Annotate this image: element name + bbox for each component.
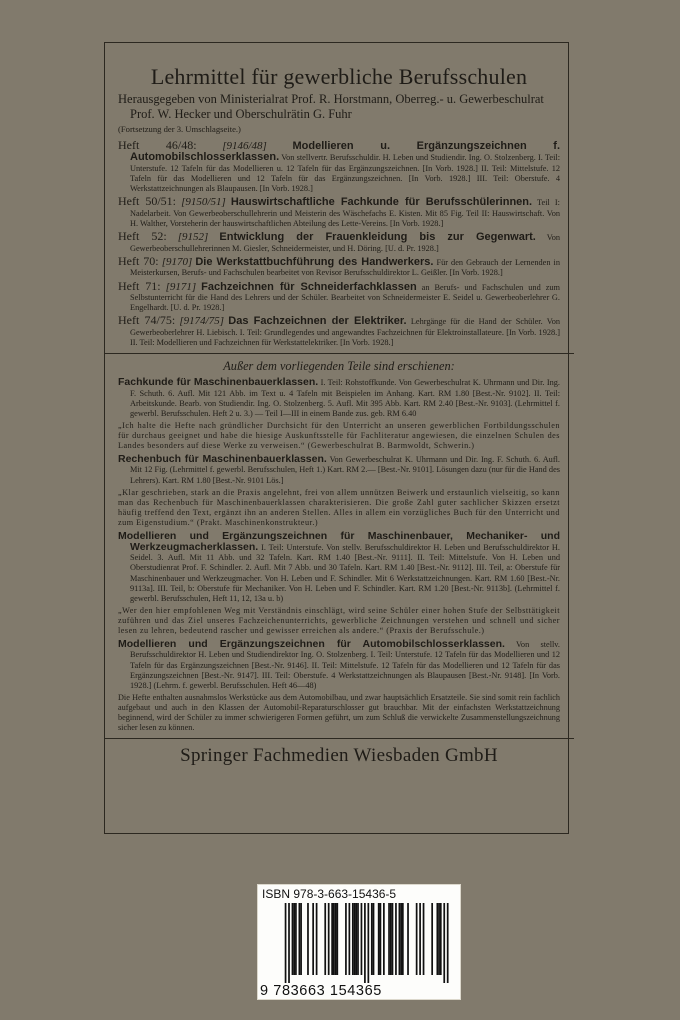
book-title: Modellieren und Ergänzungszeichnen für Automobilschlosserklassen.	[118, 638, 505, 651]
barcode-bar	[443, 903, 445, 983]
barcode-bar	[295, 903, 297, 975]
book-description: Von Gewerbeschulrat K. Uhrmann und Dir. Ing. F. Schuth. 6. Aufl. Mit 12 Fig. (Lehrmittel f. gewerbl. Berufsschulen, Heft 1.) Kart. RM 2.— [Best.-Nr. 9101]. Lösungen dazu (nur für die Hand des Lehrers). Kart. RM 1.80 [Best.-Nr. 9101 Lös.]	[130, 455, 560, 485]
barcode-bar	[336, 903, 338, 975]
barcode-bar	[440, 903, 442, 975]
book-entry	[118, 531, 560, 604]
review-quote: „Wer den hier empfohlenen Weg mit Verständnis einschlägt, wird seine Schüler einer hohen Stufe der Selbsttätigkeit zuführen und das Ziel unseres Fachzeichenunterrichts, gewerbliche Zeichnungen verstehen und schnell und sicher lesen zu lehren, bedeutend rascher und gewisser erreichen als andere.“ (Praxis der Berufsschule.)	[118, 606, 560, 636]
barcode-bar	[395, 903, 397, 975]
barcode-bar	[392, 903, 394, 975]
book-entry	[118, 639, 560, 691]
isbn-label: ISBN 978-3-663-15436-5	[262, 887, 397, 901]
heft-title: Das Fachzeichnen der Elektriker.	[228, 315, 407, 328]
barcode-bar	[293, 903, 295, 975]
book-description: I. Teil: Unterstufe. Von stellv. Berufsschuldirektor H. Leben und Berufsschuldirektor H. Seidel. 3. Aufl. Mit 11 Abb. und 32 Tafeln. Kart. RM 1.40 [Best.-Nr. 9111]. II. Teil: Mittelstufe. Von H. Leben und Oberstudienrat Prof. F. Schindler. 2. Aufl. Mit 7 Abb. und 30 Tafeln. Kart. RM 1.40 [Best.-Nr. 9112]. III. Teil, a: Oberstufe für Maschinenbauer und Werkzeugmacher. Von H. Leben und F. Schindler. Mit 6 Werkstattzeichnungen. Kart. RM 1.60 [Best.-Nr. 9113a]. III. Teil, b: Oberstufe für Mechaniker. Von H. Leben und F. Schindler. Kart. RM 1.20 [Best.-Nr. 9113b]. (Lehrmittel f. gewerbl. Berufsschulen, Heft 11, 12, 13a u. b)	[130, 542, 560, 603]
heft-number: Heft 74/75:	[118, 313, 176, 328]
barcode-bar	[285, 903, 287, 983]
heft-entry	[118, 140, 560, 194]
barcode-bar	[367, 903, 369, 983]
book-title: Rechenbuch für Maschinenbauerklassen.	[118, 453, 327, 466]
heft-description: an Berufs- und Fachschulen und zum Selbstunterricht für die Hand des Lehrers und der Schüler. Bearbeitet von Schneidermeister E. Seidel u. Gewerbeoberlehrer G. Engelhardt. [U. d. Pr. 1928.]	[130, 282, 561, 313]
review-quote: „Klar geschrieben, stark an die Praxis angelehnt, frei von allem unnützen Beiwerk und erstaunlich vielseitig, so kann man das Rechenbuch für Maschinenbauerklassen charakterisieren. Die große Zahl guter sachlicher Skizzen ersetzt häufig treffend den Text, ergänzt ihn an anderen Stellen. Alles in allem ein vorzügliches Buch für den Unterricht und zum Eigenstudium.“ (Prakt. Maschinenkonstrukteur.)	[118, 487, 560, 527]
barcode-bar	[345, 903, 347, 975]
barcode-bar	[349, 903, 351, 975]
book-title: Fachkunde für Maschinenbauerklassen.	[118, 376, 319, 389]
barcode-bar	[447, 903, 449, 983]
heft-description: Teil I: Nadelarbeit. Von Gewerbeoberschullehrerin und Meisterin des Wäschefachs E. Kisten. Mit 85 Fig. Teil II: Hauswirtschaft. Von H. Walther, Vorsteherin der hauswirtschaftlichen Abteilung des Lette-Vereins. [In Vorb. 1928.]	[130, 198, 560, 229]
barcode-bar	[331, 903, 333, 975]
barcode-bar	[383, 903, 385, 975]
book-description: Von stellv. Berufsschuldirektor H. Leben und Studiendirektor Ing. O. Stolzenberg. I. Teil: Unterstufe. 12 Tafeln für das Modellieren und 12 Tafeln für das Ergänzungszeichnen [Best.-Nr. 9146]. II. Teil: Mittelstufe. 12 Tafeln für das Modellieren und 12 Tafeln für das Ergänzungszeichnen [Best.-Nr. 9147]. III. Teil: Oberstufe. 4 Werkstattzeichnungen als Blaupausen [Best.-Nr. 9148]. [In Vorb. 1928.] (Lehrm. f. gewerbl. Berufsschulen. Heft 46—48)	[130, 640, 560, 690]
heft-number: Heft 50/51:	[118, 194, 177, 209]
barcode-bar	[364, 903, 366, 983]
heft-description: Lehrgänge für die Hand der Schüler. Von Gewerbeoberlehrer H. Liebisch. I. Teil: Grundlegendes und angewandtes Fachzeichnen für Elektroinstallateure. [In Vorb. 1928.] II. Teil: Modellieren und Fachzeichnen für Werkstattelektriker. [In Vorb. 1928.]	[130, 317, 560, 348]
heft-number: Heft 52:	[118, 229, 167, 244]
barcode-bar	[373, 903, 375, 975]
barcode-bar	[371, 903, 373, 975]
barcode-bar	[416, 903, 418, 975]
barcode-bar	[355, 903, 357, 975]
heft-description: Von stellvertr. Berufsschuldir. H. Leben und Studiendir. Ing. O. Stolzenberg. I. Teil: Unterstufe. 12 Tafeln für das Modellieren u. 12 Tafeln für das Ergänzungszeichnen. [In Vorb. 1928.] II. Teil: Mittelstufe. 12 Tafeln für das Modellieren und 12 Tafeln für das Ergänzungszeichnen. [In Vorb. 1928.] III. Teil: Oberstufe. 4 Werkstattzeichnungen als Blaupausen. [In Vorb. 1928.]	[130, 153, 560, 194]
barcode-bar	[300, 903, 302, 975]
heft-entry	[118, 315, 560, 348]
barcode-bar	[419, 903, 421, 975]
barcode-bar	[333, 903, 335, 975]
publisher-name: Springer Fachmedien Wiesbaden GmbH	[180, 745, 498, 767]
heft-number: Heft 70:	[118, 253, 159, 268]
barcode-bar	[292, 903, 294, 975]
closing-paragraph: Die Hefte enthalten ausnahmslos Werkstücke aus dem Automobilbau, und zwar hauptsächlich Ersatzteile. Sie sind somit rein fachlich aufgebaut und auch in den Klassen der Automobil-Reparaturschlosser gut brauchbar. Mit der einfachsten Werkstattzeichnung beginnend, wird der Schüler zu immer schwierigeren Formen geführt, um zum Schluß die verwickelte Zusammenstellungszeichnung sicher lesen zu können.	[118, 693, 560, 733]
barcode-bar	[352, 903, 354, 975]
heft-entry	[118, 231, 560, 254]
book-entry	[118, 377, 560, 419]
book-entry	[118, 454, 560, 486]
barcode-bar	[335, 903, 337, 975]
barcode-bar	[307, 903, 309, 975]
heft-description: Von Gewerbeoberschullehrerinnen M. Giesler, Schneidermeister, und H. Döring. [U. d. Pr. 1928.]	[130, 233, 561, 253]
heft-order-number: [9152]	[177, 231, 209, 244]
book-title: Modellieren und Ergänzungszeichnen für Maschinenbauer, Mechaniker- und Werkzeugmacherklassen.	[118, 529, 560, 553]
heft-entry	[118, 196, 560, 229]
barcode-bar	[431, 903, 433, 975]
heft-number: Heft 46/48:	[118, 138, 197, 152]
barcode-bar	[388, 903, 390, 975]
isbn-barcode-box	[257, 884, 461, 1000]
heft-order-number: [9170]	[161, 255, 193, 268]
editors-line: Herausgegeben von Ministerialrat Prof. R. Horstmann, Oberreg.- u. Gewerbeschulrat Prof. W. Hecker und Oberschulrätin G. Fuhr	[118, 92, 544, 121]
also-published-heading: Außer dem vorliegenden Teile sind erschienen:	[223, 359, 455, 374]
barcode-bar	[402, 903, 404, 975]
barcode-bar	[436, 903, 438, 975]
barcode-bar	[328, 903, 330, 975]
barcode-bar	[357, 903, 359, 975]
barcode-bar	[438, 903, 440, 975]
cover-text-block	[118, 46, 560, 767]
barcode-bar	[324, 903, 326, 975]
heft-title: Entwicklung der Frauenkleidung bis zur Gegenwart.	[219, 231, 536, 244]
book-description: I. Teil: Rohstoffkunde. Von Gewerbeschulrat K. Uhrmann und Dir. Ing. F. Schuth. 6. Aufl. Mit 121 Abb. im Text u. 4 Tafeln mit Beispielen im Anhang. Kart. RM 1.80 [Best.-Nr. 9102]. II. Teil: Arbeitskunde. Bearb. von Studiendir. Ing. O. Stolzenberg. 5. Aufl. Mit 395 Abb. Kart. RM 2.40 [Best.-Nr. 9103]. (Lehrmittel f. gewerbl. Berufsschulen. Heft 2 u. 3.) — Teil I—III in einem Bande zus. geb. RM 6.40	[130, 378, 560, 418]
heft-order-number: [9150/51]	[181, 196, 226, 209]
heft-number: Heft 71:	[118, 278, 161, 293]
barcode-bar	[361, 903, 363, 975]
barcode-bar	[390, 903, 392, 975]
divider-bottom	[104, 738, 574, 739]
heft-order-number: [9174/75]	[179, 315, 225, 328]
divider-top	[104, 353, 574, 354]
barcode-bar	[407, 903, 409, 975]
heft-title: Modellieren u. Ergänzungszeichnen f. Automobilschlosserklassen.	[130, 140, 561, 164]
heft-order-number: [9171]	[165, 280, 197, 293]
barcode-bar	[312, 903, 314, 975]
heft-description: Für den Gebrauch der Lernenden in Meisterkursen, Berufs- und Fachschulen bearbeitet von Revisor Berufsschuldirektor L. Geißler. [In Vorb. 1928.]	[130, 257, 561, 278]
barcode-bar	[316, 903, 318, 975]
heft-entry	[118, 253, 561, 279]
barcode-bar	[378, 903, 380, 975]
barcode-bar	[354, 903, 356, 975]
barcode-bar	[288, 903, 290, 983]
barcode-bar	[399, 903, 401, 975]
heft-order-number: [9146/48]	[222, 140, 267, 152]
barcode-bar	[380, 903, 382, 975]
heft-title: Hauswirtschaftliche Fachkunde für Berufsschülerinnen.	[230, 196, 533, 209]
heft-entry	[118, 278, 561, 314]
barcode-digits: 9 783663 154365	[260, 983, 382, 999]
review-quote: „Ich halte die Hefte nach gründlicher Durchsicht für den Unterricht an unseren gewerblichen Fortbildungsschulen für durchaus geeignet und habe die hiesige Auskunftsstelle für Fachliteratur angewiesen, die einzelnen Schulen des Landes besonders auf diese Werke zu verweisen.“ (Gewerbeschulrat B. Barmwoldt, Schwerin.)	[118, 421, 560, 451]
continuation-note: (Fortsetzung der 3. Umschlagseite.)	[118, 124, 241, 134]
heft-list	[118, 140, 560, 348]
entries-list	[118, 377, 560, 691]
barcode-bar	[423, 903, 425, 975]
barcode-bar	[400, 903, 402, 975]
barcode-graphic	[264, 903, 452, 983]
heft-title: Die Werkstattbuchführung des Handwerkers.	[195, 255, 434, 268]
barcode-bar	[299, 903, 301, 975]
heft-title: Fachzeichnen für Schneiderfachklassen	[201, 280, 417, 293]
series-title: Lehrmittel für gewerbliche Berufsschulen	[150, 64, 528, 89]
